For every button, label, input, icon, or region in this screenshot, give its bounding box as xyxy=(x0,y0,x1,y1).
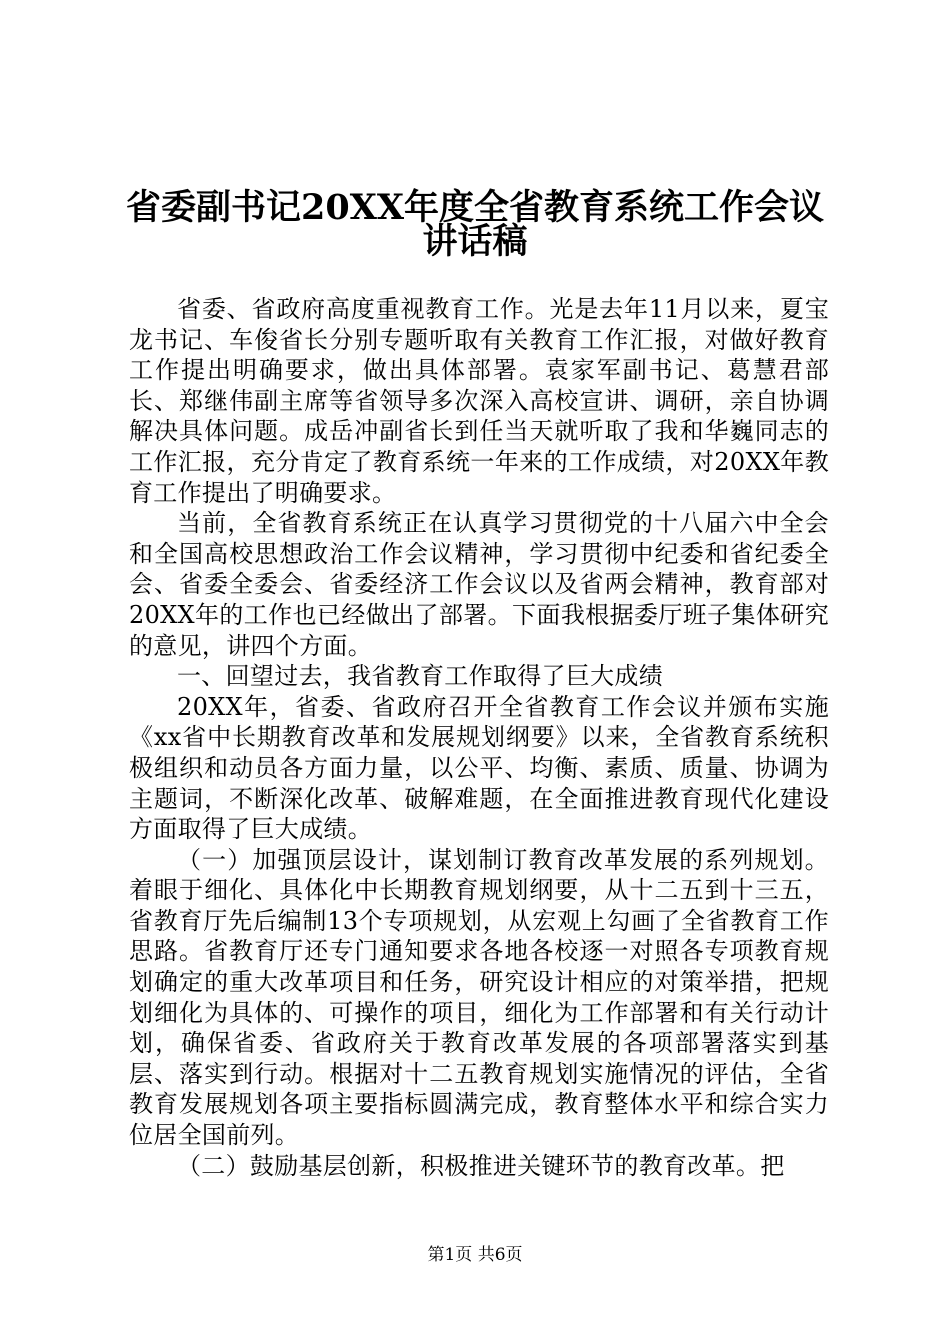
paragraph-3: 20XX年，省委、省政府召开全省教育工作会议并颁布实施《xx省中长期教育改革和发展规划纲要》以来，全省教育系统积极组织和动员各方面力量，以公平、均衡、素质、质量、协调为主题词，不断深化改革、破解难题，在全面推进教育现代化建设方面取得了巨大成绩。 xyxy=(129,692,829,844)
paragraph-4: （一）加强顶层设计，谋划制订教育改革发展的系列规划。着眼于细化、具体化中长期教育规划纲要，从十二五到十三五，省教育厅先后编制13个专项规划，从宏观上勾画了全省教育工作思路。省教育厅还专门通知要求各地各校逐一对照各专项教育规划确定的重大改革项目和任务，研究设计相应的对策举措，把规划细化为具体的、可操作的项目，细化为工作部署和有关行动计划，确保省委、省政府关于教育改革发展的各项部署落实到基层、落实到行动。根据对十二五教育规划实施情况的评估，全省教育发展规划各项主要指标圆满完成，教育整体水平和综合实力位居全国前列。 xyxy=(129,845,829,1150)
paragraph-1: 省委、省政府高度重视教育工作。光是去年11月以来，夏宝龙书记、车俊省长分别专题听取有关教育工作汇报，对做好教育工作提出明确要求，做出具体部署。袁家军副书记、葛慧君部长、郑继伟副主席等省领导多次深入高校宣讲、调研，亲自协调解决具体问题。成岳冲副省长到任当天就听取了我和华巍同志的工作汇报，充分肯定了教育系统一年来的工作成绩，对20XX年教育工作提出了明确要求。 xyxy=(129,295,829,507)
paragraph-5: （二）鼓励基层创新，积极推进关键环节的教育改革。把 xyxy=(177,1151,785,1180)
document-body xyxy=(129,294,829,1181)
page-number-footer: 第1页 共6页 xyxy=(427,1245,523,1265)
document-title-line-2: 讲话稿 xyxy=(422,221,528,262)
section-heading-1: 一、回望过去，我省教育工作取得了巨大成绩 xyxy=(177,662,663,691)
paragraph-2: 当前，全省教育系统正在认真学习贯彻党的十八届六中全会和全国高校思想政治工作会议精神，学习贯彻中纪委和省纪委全会、省委全委会、省委经济工作会议以及省两会精神，教育部对20XX年的工作也已经做出了部署。下面我根据委厅班子集体研究的意见，讲四个方面。 xyxy=(129,509,829,660)
document-title-line-1: 省委副书记20XX年度全省教育系统工作会议 xyxy=(125,187,825,228)
